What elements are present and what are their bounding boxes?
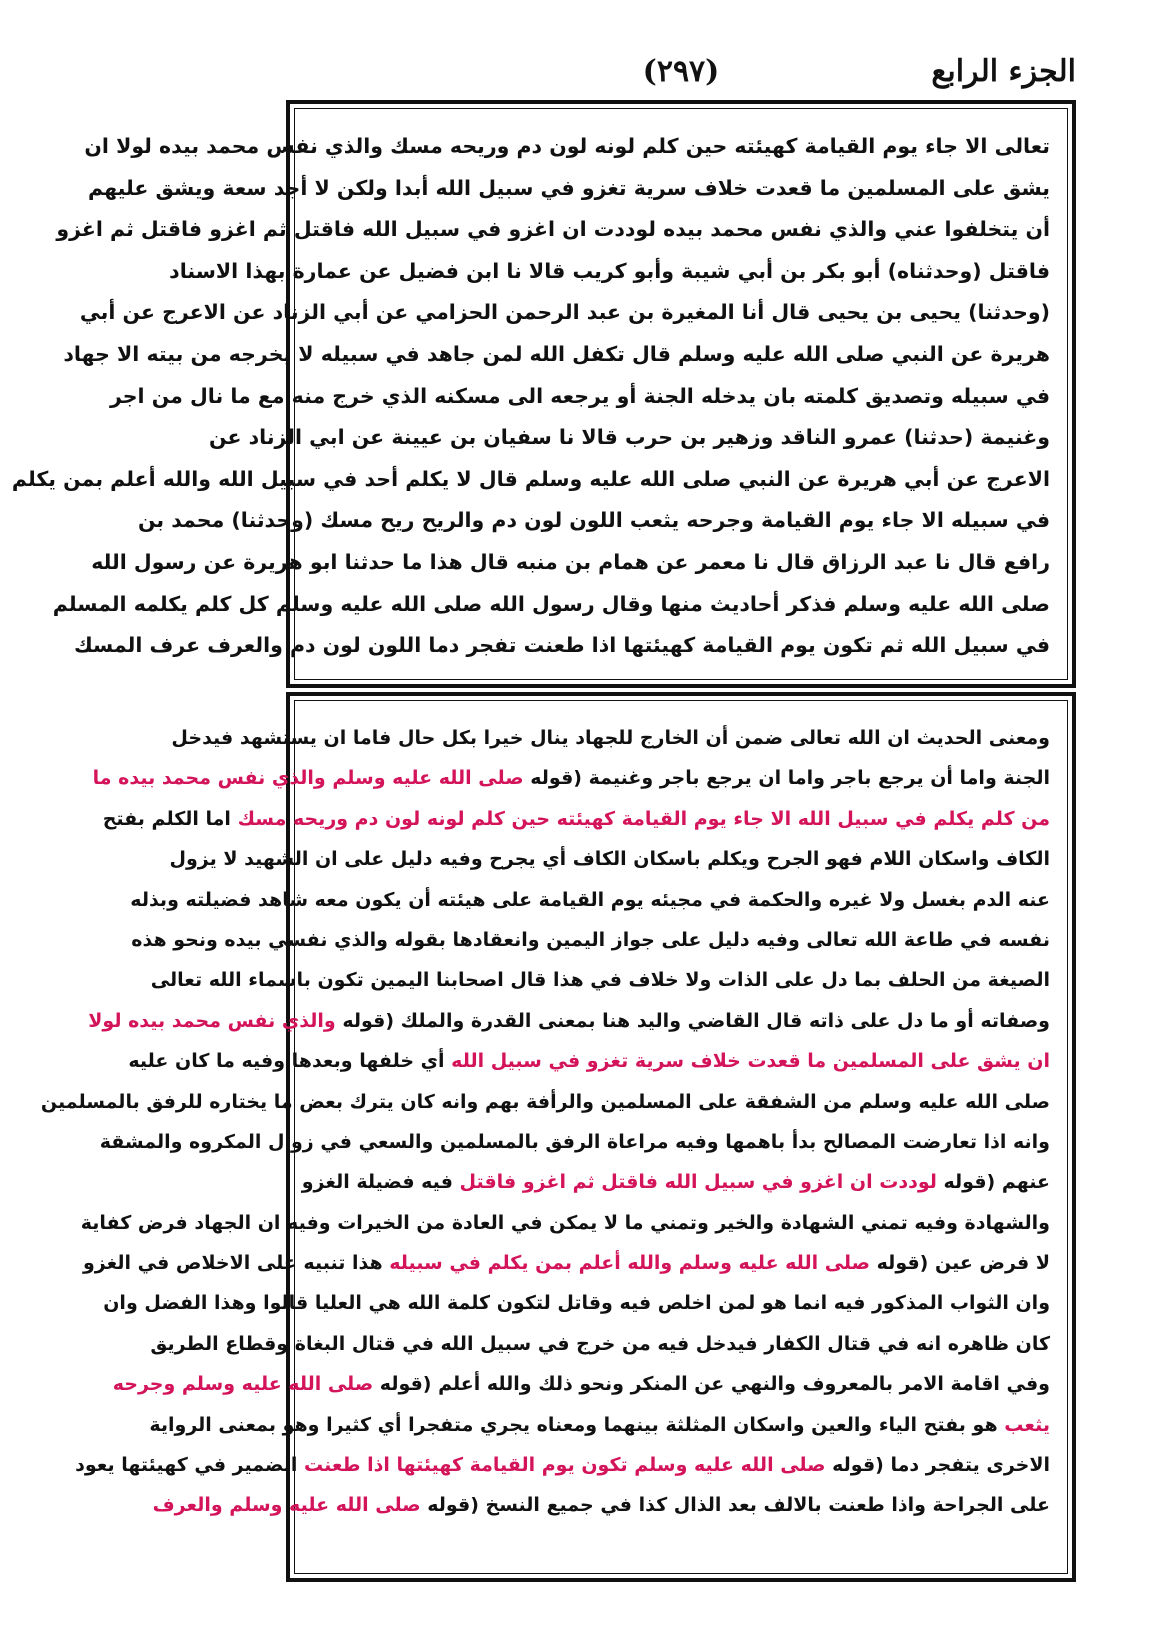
commentary-line <box>99 1122 1050 1162</box>
hadith-line: (وحدثنا) يحيى بن يحيى قال أنا المغيرة بن عبد الرحمن الحزامي عن أبي الزناد عن الاعرج عن أبي <box>79 300 1050 325</box>
quoted-hadith-phrase: صلى الله عليه وسلم والذي نفس محمد بيده ما <box>92 767 524 790</box>
commentary-phrase: وفي اقامة الامر بالمعروف والنهي عن المنكر ونحو ذلك والله أعلم (قوله <box>373 1373 1050 1396</box>
hadith-line: رافع قال نا عبد الرزاق قال نا معمر عن همام بن منبه قال هذا ما حدثنا ابو هريرة عن رسول الله <box>91 549 1050 574</box>
quoted-hadith-phrase: صلى الله عليه وسلم والعرف <box>152 1494 421 1517</box>
commentary-phrase: الكاف واسكان اللام فهو الجرح ويكلم باسكان الكاف أي يجرح وفيه دليل على ان الشهيد لا يزول <box>169 848 1050 871</box>
quoted-hadith-phrase: من كلم يكلم في سبيل الله الا جاء يوم القيامة كهيئته حين كلم لونه لون دم وريحه مسك <box>237 807 1050 830</box>
commentary-line <box>80 1203 1050 1243</box>
hadith-line: الاعرج عن أبي هريرة عن النبي صلى الله عليه وسلم قال لا يكلم أحد في سبيل الله والله أعلم بمن يكلم <box>11 466 1050 491</box>
hadith-line: هريرة عن النبي صلى الله عليه وسلم قال تكفل الله لمن جاهد في سبيله لا يخرجه من بيته الا جهاد <box>63 341 1050 366</box>
commentary-line <box>75 1445 1050 1485</box>
commentary-phrase: عنه الدم بغسل ولا غيره والحكمة في مجيئه يوم القيامة على هيئته أن يكون معه شاهد فضيلته وبذله <box>130 888 1050 911</box>
hadith-line: في سبيل الله ثم تكون يوم القيامة كهيئتها اذا طعنت تفجر دما اللون لون دم والعرف عرف المسك <box>73 633 1050 658</box>
commentary-phrase: نفسه في طاعة الله تعالى وفيه دليل على جواز اليمين وانعقادها بقوله والذي نفسي بيده ونحو هذه <box>131 928 1050 951</box>
commentary-phrase: هذا تنبيه على الاخلاص في الغزو <box>83 1252 390 1275</box>
commentary-phrase: الاخرى يتفجر دما (قوله <box>825 1454 1050 1477</box>
quoted-hadith-phrase: ان يشق على المسلمين ما قعدت خلاف سرية تغزو في سبيل الله <box>451 1050 1050 1073</box>
commentary-line <box>102 799 1050 839</box>
commentary-line <box>301 1162 1050 1202</box>
commentary-line <box>152 1485 1050 1525</box>
commentary-phrase: وان الثواب المذكور فيه انما هو لمن اخلص فيه وقاتل لتكون كلمة الله هي العليا قالوا وهذا الفضل وان <box>103 1292 1050 1315</box>
commentary-line <box>130 880 1050 920</box>
commentary-phrase: ومعنى الحديث ان الله تعالى ضمن أن الخارج للجهاد ينال خيرا بكل حال فاما ان يستشهد فيدخل <box>171 727 1050 749</box>
commentary-phrase: الضمير في كهيئتها يعود <box>75 1454 304 1477</box>
hadith-line: صلى الله عليه وسلم فذكر أحاديث منها وقال رسول الله صلى الله عليه وسلم كل كلم يكلمه المسلم <box>52 591 1050 616</box>
commentary-phrase: والشهادة وفيه تمني الشهادة والخير وتمني ما لا يمكن في العادة من الخيرات وفيه ان الجهاد فرض كفاية <box>80 1211 1050 1234</box>
commentary-line <box>169 839 1050 879</box>
commentary-line <box>83 1243 1050 1283</box>
commentary-line <box>131 920 1050 960</box>
commentary-line <box>149 1405 1050 1445</box>
commentary-line <box>40 1082 1050 1122</box>
hadith-frame <box>11 100 1076 688</box>
quoted-hadith-phrase: صلى الله عليه وسلم وجرحه <box>112 1373 374 1396</box>
quoted-hadith-phrase: يثعب <box>1004 1413 1050 1436</box>
hadith-line: يشق على المسلمين ما قعدت خلاف سرية تغزو في سبيل الله أبدا ولكن لا أجد سعة ويشق عليهم <box>88 175 1050 200</box>
commentary-line <box>103 1283 1050 1323</box>
commentary-line <box>92 758 1050 798</box>
commentary-line <box>112 1364 1050 1404</box>
commentary-phrase: لا فرض عين (قوله <box>870 1252 1050 1275</box>
commentary-phrase: وصفاته أو ما دل على ذاته قال القاضي واليد هنا بمعنى القدرة والملك (قوله <box>335 1009 1050 1032</box>
quoted-hadith-phrase: لوددت ان اغزو في سبيل الله فاقتل ثم اغزو فاقتل <box>459 1171 937 1194</box>
hadith-line: أن يتخلفوا عني والذي نفس محمد بيده لوددت ان اغزو في سبيل الله فاقتل ثم اغزو فاقتل ثم اغزو <box>56 217 1050 242</box>
part-label: الجزء الرابع <box>931 54 1076 89</box>
commentary-phrase: فيه فضيلة الغزو <box>301 1171 460 1194</box>
quoted-hadith-phrase: والذي نفس محمد بيده لولا <box>88 1009 336 1032</box>
commentary-phrase: وانه اذا تعارضت المصالح بدأ باهمها وفيه مراعاة الرفق بالمسلمين والسعي في زوال المكروه والمشقة <box>99 1130 1050 1153</box>
commentary-line <box>88 1001 1050 1041</box>
commentary-text-block <box>40 718 1050 1560</box>
commentary-phrase: الجنة واما أن يرجع باجر واما ان يرجع باجر وغنيمة (قوله <box>523 767 1050 790</box>
hadith-text-block <box>11 126 1050 666</box>
hadith-line: في سبيله الا جاء يوم القيامة وجرحه يثعب اللون لون دم والريح ريح مسك (وحدثنا) محمد بن <box>137 508 1050 533</box>
commentary-phrase: الصيغة من الحلف بما دل على الذات ولا خلاف في هذا قال اصحابنا اليمين تكون باسماء الله تعالى <box>150 969 1050 992</box>
hadith-line: في سبيله وتصديق كلمته بان يدخله الجنة أو يرجعه الى مسكنه الذي خرج منه مع ما نال من اجر <box>110 383 1050 408</box>
commentary-line <box>128 1041 1050 1081</box>
commentary-frame <box>40 692 1076 1582</box>
commentary-line <box>150 960 1050 1000</box>
commentary-phrase: اما الكلم بفتح <box>102 807 238 830</box>
commentary-phrase: عنهم (قوله <box>936 1171 1050 1194</box>
commentary-phrase: على الجراحة واذا طعنت بالالف بعد الذال كذا في جميع النسخ (قوله <box>420 1494 1050 1517</box>
quoted-hadith-phrase: صلى الله عليه وسلم والله أعلم بمن يكلم في سبيله <box>389 1252 871 1275</box>
quoted-hadith-phrase: صلى الله عليه وسلم تكون يوم القيامة كهيئتها اذا طعنت <box>303 1454 826 1477</box>
hadith-line: فاقتل (وحدثناه) أبو بكر بن أبي شيبة وأبو كريب قالا نا ابن فضيل عن عمارة بهذا الاسناد <box>169 258 1050 283</box>
hadith-line: وغنيمة (حدثنا) عمرو الناقد وزهير بن حرب قالا نا سفيان بن عيينة عن ابي الزناد عن <box>209 425 1050 450</box>
commentary-phrase: صلى الله عليه وسلم من الشفقة على المسلمين والرأفة بهم وانه كان يترك بعض ما يختاره للرفق بالمسلمين <box>40 1090 1050 1113</box>
commentary-line <box>171 718 1050 758</box>
commentary-phrase: هو بفتح الياء والعين واسكان المثلثة بينهما ومعناه يجري متفجرا أي كثيرا وهو بمعنى الرواية <box>149 1413 1005 1436</box>
page-number: (٢٩٧) <box>642 54 720 89</box>
hadith-line: تعالى الا جاء يوم القيامة كهيئته حين كلم لونه لون دم وريحه مسك والذي نفس محمد بيده لولا ان <box>84 134 1050 158</box>
commentary-phrase: كان ظاهره انه في قتال الكفار فيدخل فيه من خرج في سبيل الله في قتال البغاة وقطاع الطريق <box>150 1332 1050 1355</box>
commentary-phrase: أي خلفها وبعدها وفيه ما كان عليه <box>128 1050 452 1073</box>
commentary-line <box>150 1324 1050 1364</box>
page-header <box>286 48 1076 96</box>
